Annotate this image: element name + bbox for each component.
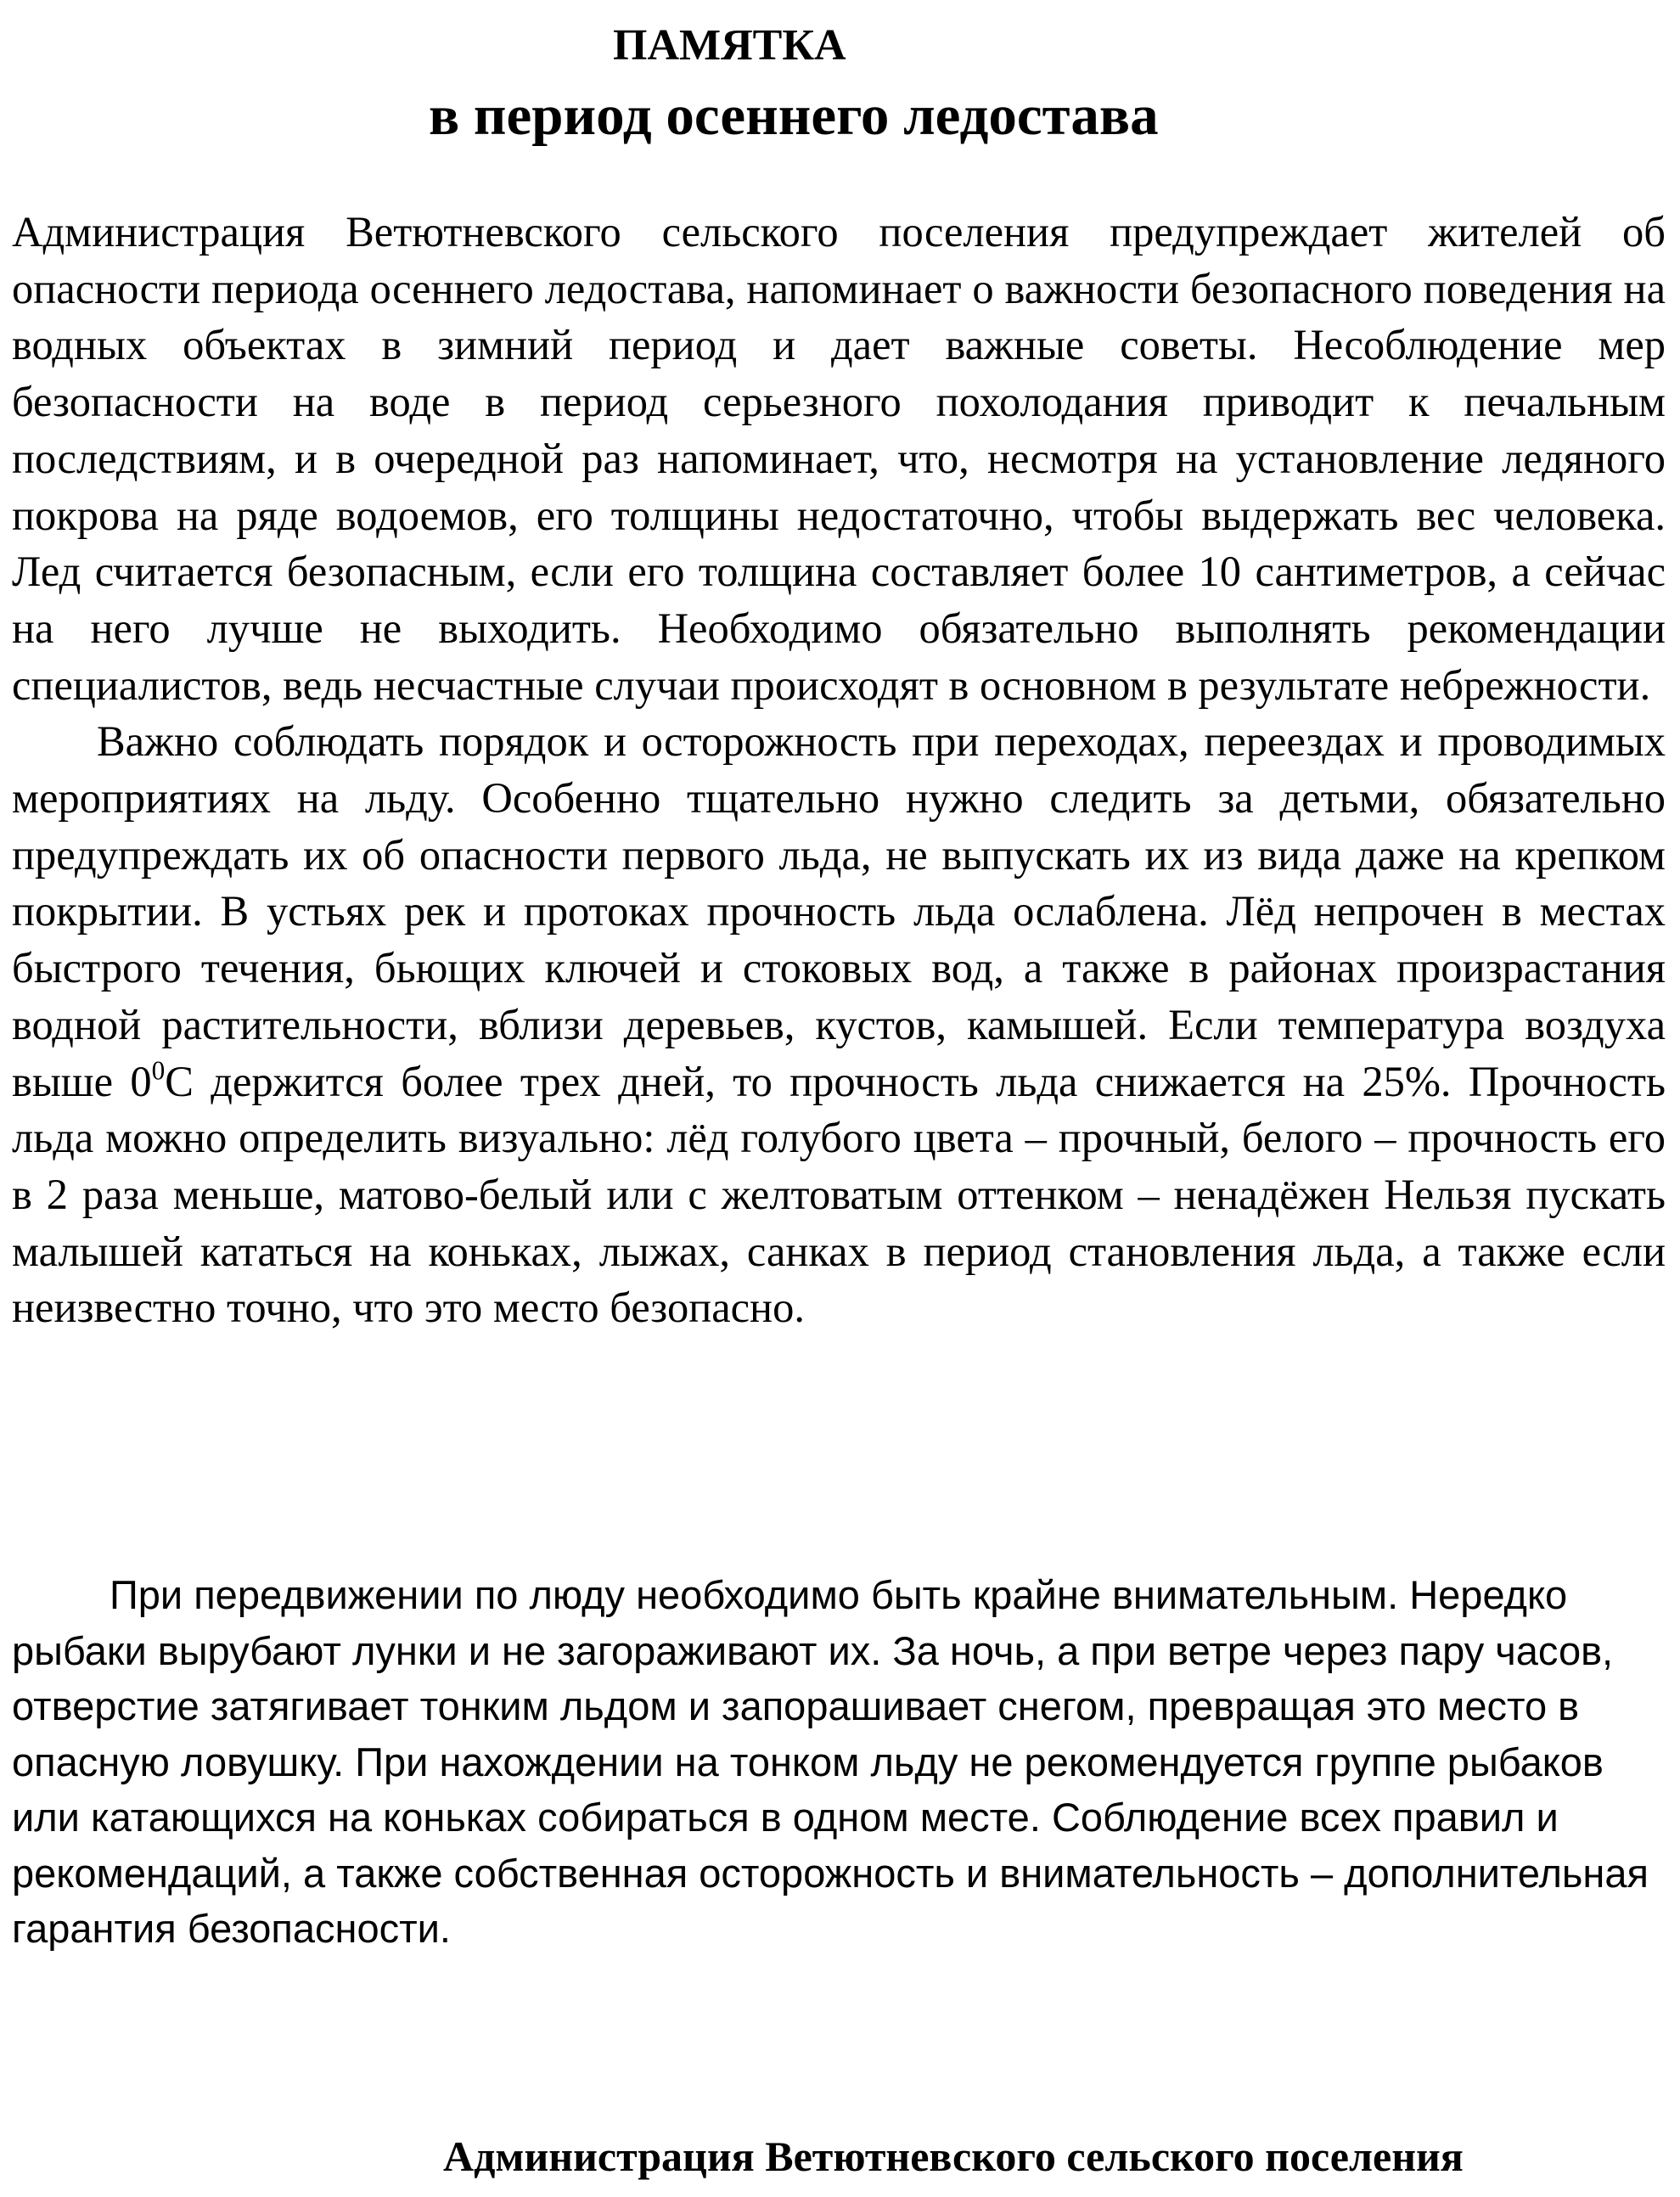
paragraph-ice-safety-text-1: Важно соблюдать порядок и осторожность при переходах, переездах и проводимых мероприятиях на льду. Особенно тщательно нужно следить за детьми, обязательно предупреждать их об опасности первого льда, не выпускать их из вида даже на крепком покрытии. В устьях рек и протоках прочность льда ослаблена. Лёд непрочен в местах быстрого течения, бьющих ключей и стоковых вод, а также в районах произрастания водной растительности, вблизи деревьев, кустов, камышей. Если температура воздуха выше 0 [12,717,1666,1105]
document-subtitle: в период осеннего ледостава [429,84,1159,147]
paragraph-fishing-holes: При передвижении по люду необходимо быть крайне внимательным. Нередко рыбаки вырубают лунки и не загораживают их. За ночь, а при ветре через пару часов, отверстие затягивает тонким льдом и запорашивает снегом, превращая это место в опасную ловушку. При нахождении на тонком льду не рекомендуется группе рыбаков или катающихся на коньках собираться в одном месте. Соблюдение всех правил и рекомендаций, а также собственная осторожность и внимательность – дополнительная гарантия безопасности. [12,1572,1649,1951]
paragraph-ice-safety-text-2: С держится более трех дней, то прочность льда снижается на 25%. Прочность льда можно определить визуально: лёд голубого цвета – прочный, белого – прочность его в 2 раза меньше, матово-белый или с желтоватым оттенком – ненадёжен Нельзя пускать малышей кататься на коньках, лыжах, санках в период становления льда, а также если неизвестно точно, что это место безопасно. [12,1057,1666,1332]
justified-body [12,204,1666,1336]
paragraph-warning: Администрация Ветютневского сельского поселения предупреждает жителей об опасности периода осеннего ледостава, напоминает о важности безопасного поведения на водных объектах в зимний период и дает важные советы. Несоблюдение мер безопасности на воде в период серьезного похолодания приводит к печальным последствиям, и в очередной раз напоминает, что, несмотря на установление ледяного покрова на ряде водоемов, его толщины недостаточно, чтобы выдержать вес человека. Лед считается безопасным, если его толщина составляет более 10 сантиметров, а сейчас на него лучше не выходить. Необходимо обязательно выполнять рекомендации специалистов, ведь несчастные случаи происходят в основном в результате небрежности. [12,208,1666,709]
document-title: ПАМЯТКА [613,21,846,70]
signature-line: Администрация Ветютневского сельского поселения [443,2132,1464,2180]
paragraph-ice-safety [12,713,1666,1336]
ragged-body [12,1567,1666,1957]
degree-superscript: 0 [151,1055,166,1086]
